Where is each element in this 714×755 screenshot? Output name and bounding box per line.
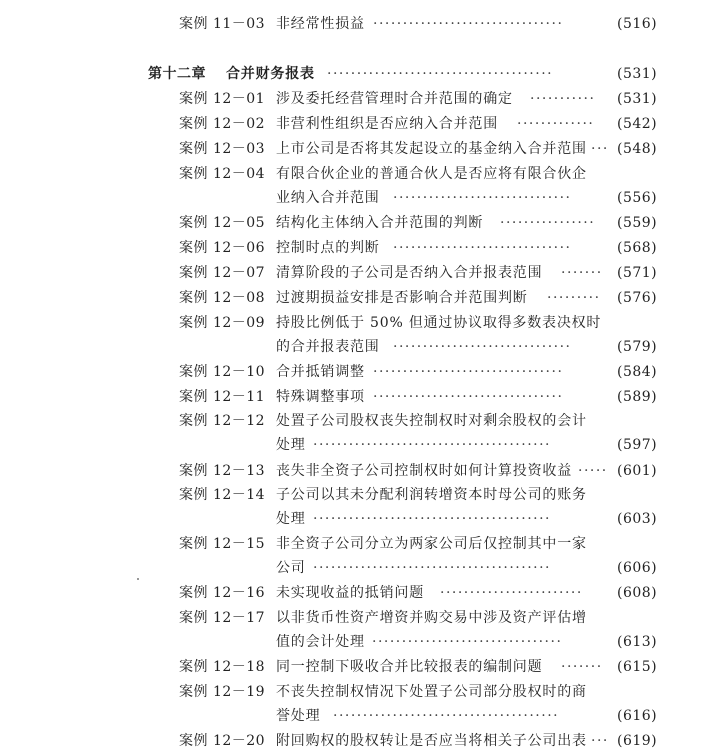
- case-title-continued: 业纳入合并范围: [276, 190, 380, 206]
- page-number: (584): [617, 364, 658, 380]
- dot-leader: ········································: [313, 560, 552, 576]
- dot-leader: ·······: [561, 265, 603, 281]
- case-label: 案例 12－03: [179, 141, 266, 157]
- dot-leader: ······································: [333, 708, 560, 724]
- dot-leader: ································: [373, 364, 564, 380]
- dot-leader: ································: [373, 16, 564, 32]
- dot-leader: ········································: [313, 511, 552, 527]
- case-title: 子公司以其未分配利润转增资本时母公司的账务: [276, 487, 587, 503]
- page-number: (601): [617, 463, 658, 479]
- chapter-label: 第十二章: [148, 66, 206, 82]
- case-title: 非经常性损益: [276, 16, 365, 32]
- dot-leader: ·············: [517, 116, 595, 132]
- case-label: 案例 12－15: [179, 536, 266, 552]
- case-label: 案例 12－10: [179, 364, 266, 380]
- page-number: (576): [617, 290, 658, 306]
- dot-leader: ······························: [393, 240, 572, 256]
- case-title: 合并抵销调整: [276, 364, 365, 380]
- dot-leader: ·····: [578, 463, 608, 479]
- case-title: 附回购权的股权转让是否应当将相关子公司出表: [276, 733, 587, 749]
- case-title: 结构化主体纳入合并范围的判断: [276, 215, 484, 231]
- case-title: 以非货币性资产增资并购交易中涉及资产评估增: [276, 610, 587, 626]
- case-label: 案例 12－12: [179, 413, 266, 429]
- dot-leader: ···: [591, 141, 609, 157]
- page-number: (531): [617, 66, 658, 82]
- case-title: 持股比例低于 50% 但通过协议取得多数表决权时: [276, 315, 602, 331]
- case-title: 未实现收益的抵销问题: [276, 585, 424, 601]
- dot-leader: ······································: [327, 66, 554, 82]
- page-number: (556): [617, 190, 658, 206]
- case-label: 案例 12－06: [179, 240, 266, 256]
- dot-leader: ································: [372, 634, 563, 650]
- case-label: 案例 12－11: [179, 389, 266, 405]
- dot-leader: ···········: [530, 91, 596, 107]
- page-number: (579): [617, 339, 658, 355]
- page-number: (548): [617, 141, 658, 157]
- page-number: (597): [617, 437, 658, 453]
- page-number: (619): [617, 733, 658, 749]
- chapter-title: 合并财务报表: [226, 66, 315, 82]
- case-label: 案例 11－03: [179, 16, 266, 32]
- case-label: 案例 12－09: [179, 315, 266, 331]
- case-title: 涉及委托经营管理时合并范围的确定: [276, 91, 513, 107]
- dot-leader: ·······: [561, 659, 603, 675]
- case-title: 不丧失控制权情况下处置子公司部分股权时的商: [276, 684, 587, 700]
- page-number: (603): [617, 511, 658, 527]
- case-label: 案例 12－20: [179, 733, 266, 749]
- page-number: (616): [617, 708, 658, 724]
- case-title-continued: 的合并报表范围: [276, 339, 380, 355]
- dot-leader: ························: [440, 585, 583, 601]
- page-number: (531): [617, 91, 658, 107]
- case-label: 案例 12－16: [179, 585, 266, 601]
- dot-leader: ······························: [393, 190, 572, 206]
- case-label: 案例 12－05: [179, 215, 266, 231]
- case-label: 案例 12－01: [179, 91, 266, 107]
- page-number: (608): [617, 585, 658, 601]
- page-number: (568): [617, 240, 658, 256]
- case-title-continued: 誉处理: [276, 708, 321, 724]
- dot-leader: ········································: [313, 437, 552, 453]
- case-label: 案例 12－17: [179, 610, 266, 626]
- page-number: (571): [617, 265, 658, 281]
- dot-leader: ················: [500, 215, 596, 231]
- case-title: 丧失非全资子公司控制权时如何计算投资收益: [276, 463, 572, 479]
- dot-leader: ······························: [393, 339, 572, 355]
- case-title: 处置子公司股权丧失控制权时对剩余股权的会计: [276, 413, 587, 429]
- page-number: (613): [617, 634, 658, 650]
- case-label: 案例 12－08: [179, 290, 266, 306]
- page-number: (559): [617, 215, 658, 231]
- scan-speck: [137, 578, 139, 580]
- case-title: 非营利性组织是否应纳入合并范围: [276, 116, 498, 132]
- page-number: (542): [617, 116, 658, 132]
- case-label: 案例 12－04: [179, 166, 266, 182]
- page-number: (615): [617, 659, 658, 675]
- case-title: 特殊调整事项: [276, 389, 365, 405]
- case-title-continued: 处理: [276, 437, 306, 453]
- case-title: 非全资子公司分立为两家公司后仅控制其中一家: [276, 536, 587, 552]
- case-title: 上市公司是否将其发起设立的基金纳入合并范围: [276, 141, 587, 157]
- page-number: (606): [617, 560, 658, 576]
- case-label: 案例 12－18: [179, 659, 266, 675]
- dot-leader: ···: [591, 733, 609, 749]
- case-title-continued: 处理: [276, 511, 306, 527]
- case-label: 案例 12－19: [179, 684, 266, 700]
- case-label: 案例 12－13: [179, 463, 266, 479]
- dot-leader: ································: [373, 389, 564, 405]
- case-title-continued: 值的会计处理: [276, 634, 365, 650]
- case-title: 清算阶段的子公司是否纳入合并报表范围: [276, 265, 543, 281]
- case-title: 有限合伙企业的普通合伙人是否应将有限合伙企: [276, 166, 587, 182]
- case-title: 同一控制下吸收合并比较报表的编制问题: [276, 659, 543, 675]
- case-title-continued: 公司: [276, 560, 306, 576]
- page-number: (516): [617, 16, 658, 32]
- case-label: 案例 12－07: [179, 265, 266, 281]
- case-title: 控制时点的判断: [276, 240, 380, 256]
- page-number: (589): [617, 389, 658, 405]
- case-title: 过渡期损益安排是否影响合并范围判断: [276, 290, 528, 306]
- case-label: 案例 12－14: [179, 487, 266, 503]
- case-label: 案例 12－02: [179, 116, 266, 132]
- dot-leader: ·········: [547, 290, 601, 306]
